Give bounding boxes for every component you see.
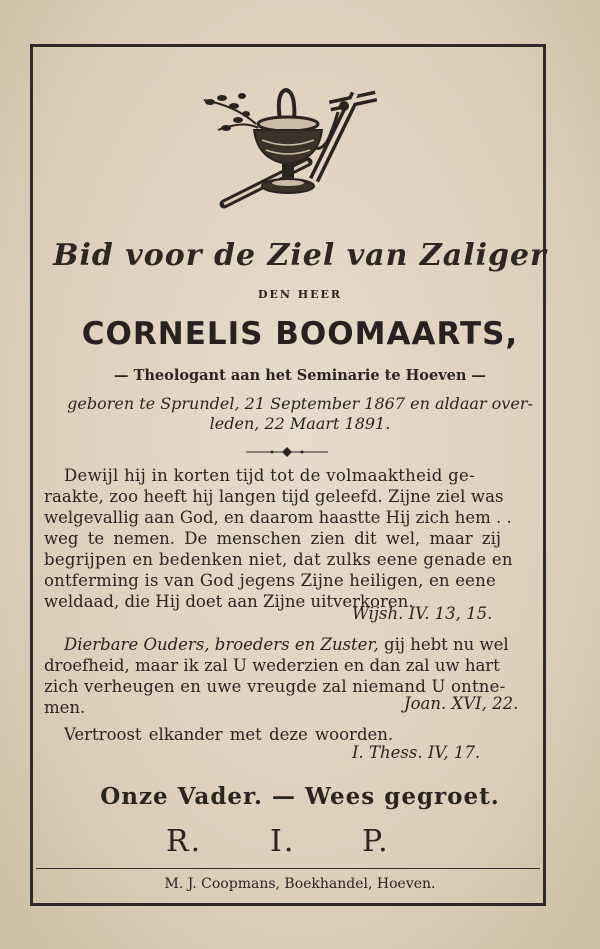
- deceased-role: — Theologant aan het Seminarie te Hoeven —: [114, 367, 486, 384]
- honorific: DEN HEER: [257, 288, 343, 301]
- wisdom-line: begrijpen en bedenken niet, dat zulks eene genade en: [44, 550, 513, 569]
- printer-credit: M. J. Coopmans, Boekhandel, Hoeven.: [164, 876, 436, 892]
- wisdom-line: welgevallig aan God, en daarom haastte Hij zich hem . .: [44, 508, 512, 527]
- deceased-name: CORNELIS BOOMAARTS,: [81, 316, 519, 352]
- rip-letter-i: I.: [270, 824, 296, 859]
- parents-reference: Joan. XVI, 22.: [404, 694, 519, 713]
- prayer-heading: Bid voor de Ziel van Zaliger: [53, 238, 547, 273]
- birth-death-line-2: leden, 22 Maart 1891.: [209, 414, 391, 433]
- footer-rule: [36, 868, 540, 869]
- prayers-line: Onze Vader. — Wees gegroet.: [100, 783, 500, 810]
- comfort-line: Vertroost elkander met deze woorden.: [64, 725, 394, 744]
- parents-line: droefheid, maar ik zal U wederzien en dan zal uw hart: [44, 656, 500, 675]
- funeral-urn-cross-icon: [196, 84, 382, 216]
- parents-line: zich verheugen en uwe vreugde zal niemand U ontne-: [44, 677, 506, 696]
- ornament-divider-icon: [246, 446, 328, 458]
- wisdom-line: ontferming is van God jegens Zijne heiligen, en eene: [44, 571, 496, 590]
- rip-letter-p: P.: [362, 824, 390, 859]
- wisdom-line: raakte, zoo heeft hij langen tijd geleefd. Zijne ziel was: [44, 487, 504, 506]
- wisdom-line: Dewijl hij in korten tijd tot de volmaaktheid ge-: [64, 466, 475, 485]
- birth-death-line-1: geboren te Sprundel, 21 September 1867 en aldaar over-: [67, 394, 533, 413]
- parents-line-1: [64, 635, 509, 654]
- wisdom-line: weldaad, die Hij doet aan Zijne uitverkoren.: [44, 592, 414, 611]
- parents-line-1-rest: gij hebt nu wel: [378, 635, 509, 654]
- wisdom-reference: Wijsh. IV. 13, 15.: [352, 604, 493, 623]
- wisdom-line: weg te nemen. De menschen zien dit wel, maar zij: [44, 529, 502, 548]
- parents-line: men.: [44, 698, 86, 717]
- parents-address: Dierbare Ouders, broeders en Zuster,: [64, 635, 379, 654]
- rip-letter-r: R.: [166, 824, 203, 859]
- comfort-reference: I. Thess. IV, 17.: [352, 743, 481, 762]
